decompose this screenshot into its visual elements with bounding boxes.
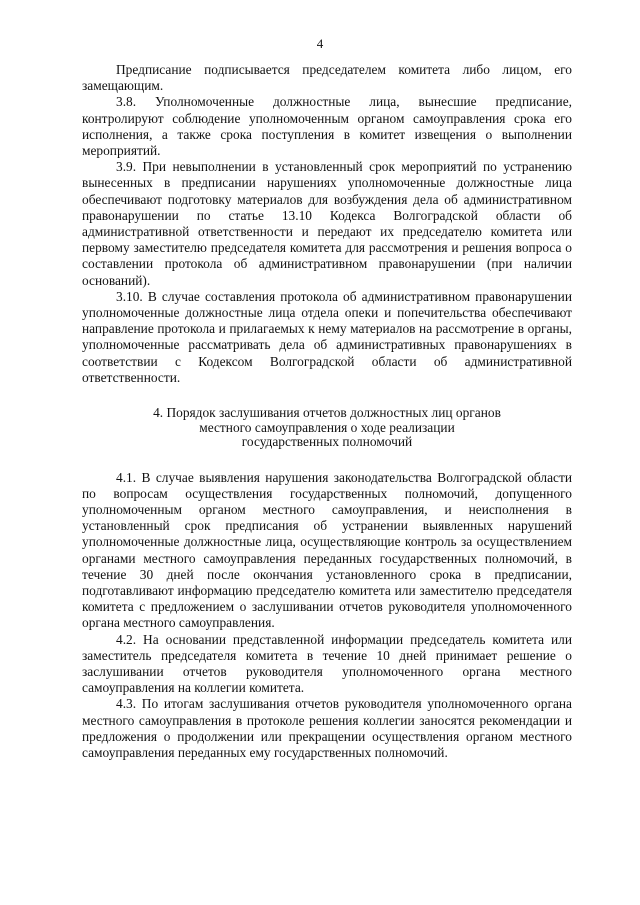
paragraph-3-8: 3.8. Уполномоченные должностные лица, вынесшие предписание, контролируют соблюдение уполномоченным органом самоуправления срока его исполнения, а также срока поступления в комитет извещения о выполнении мероприятий. xyxy=(82,94,572,159)
page-number: 4 xyxy=(316,36,324,51)
paragraph-3-7-continuation: Предписание подписывается председателем комитета либо лицом, его замещающим. xyxy=(82,62,572,94)
paragraph-4-2: 4.2. На основании представленной информации председатель комитета или заместитель председателя комитета в течение 10 дней принимает решение о заслушивании отчетов руководителя уполномоченного органа местного самоуправления на коллегии комитета. xyxy=(82,631,572,696)
paragraph-4-3: 4.3. По итогам заслушивания отчетов руководителя уполномоченного органа местного самоуправления в протоколе решения коллегии заносятся рекомендации и предложения о продолжении или прекращении осуществления органом местного самоуправления переданных ему государственных полномочий. xyxy=(82,696,572,761)
paragraph-4-1: 4.1. В случае выявления нарушения законодательства Волгоградской области по вопросам осуществления государственных полномочий, допущенного уполномоченным органом местного самоуправления, и неисполнения в установленный срок предписания об устранении выявленных нарушений уполномоченные должностные лица, осуществляющие контроль за осуществлением органами местного самоуправления переданных государственных полномочий, в течение 30 дней после окончания установленного срока в предписании, подготавливают информацию председателю комитета или заместителю председателя комитета с предложением о заслушивании отчетов руководителя уполномоченного органа местного самоуправления. xyxy=(82,469,572,631)
paragraph-3-10: 3.10. В случае составления протокола об административном правонарушении уполномоченные должностные лица отдела опеки и попечительства обеспечивают направление протокола и прилагаемых к нему материалов на рассмотрение в органы, уполномоченные рассматривать дела об административных правонарушениях в соответствии с Кодексом Волгоградской области об административной ответственности. xyxy=(82,288,572,385)
section-4-heading xyxy=(82,406,572,450)
paragraph-3-9: 3.9. При невыполнении в установленный срок мероприятий по устранению вынесенных в предписании нарушениях уполномоченные должностные лица обеспечивают подготовку материалов для возбуждения дела об административном правонарушении по статье 13.10 Кодекса Волгоградской области об административной ответственности и передают их председателю комитета или первому заместителю председателя комитета для рассмотрения и решения вопроса о составлении протокола об административном правонарушении (при наличии оснований). xyxy=(82,159,572,288)
section-4-heading-line-2: местного самоуправления о ходе реализации xyxy=(199,419,455,435)
document-body xyxy=(82,62,572,761)
section-4-heading-line-1: 4. Порядок заслушивания отчетов должностных лиц органов xyxy=(153,405,501,421)
section-4-heading-line-3: государственных полномочий xyxy=(241,434,413,450)
